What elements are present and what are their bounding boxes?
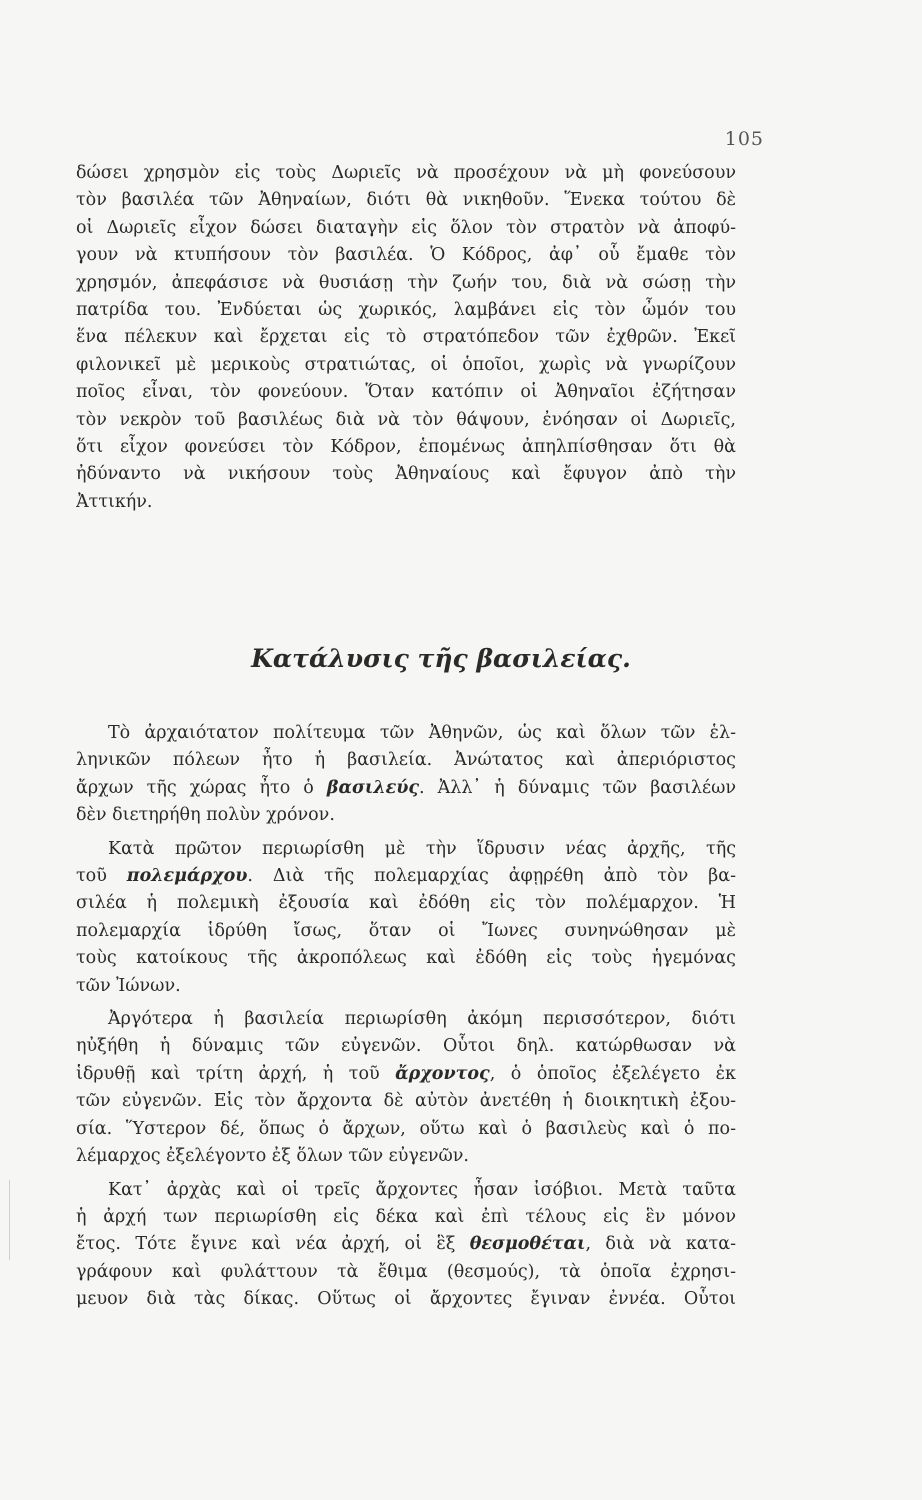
text-line: γουν νὰ κτυπήσουν τὸν βασιλέα. Ὁ Κόδρος, ἀφ᾽ οὗ ἔμαθε τὸν [76, 245, 736, 266]
text-line: Κατ᾽ ἀρχὰς καὶ οἱ τρεῖς ἄρχοντες ἦσαν ἰσόβιοι. Μετὰ ταῦτα [108, 1179, 736, 1200]
text-line: τὸν βασιλέα τῶν Ἀθηναίων, διότι θὰ νικηθοῦν. Ἕνεκα τούτου δὲ [76, 190, 736, 211]
text-line: Ἀργότερα ἡ βασιλεία περιωρίσθη ἀκόμη περισσότερον, διότι [108, 1009, 736, 1030]
text-line: ποῖος εἶναι, τὸν φονεύουν. Ὅταν κατόπιν οἱ Ἀθηναῖοι ἐζήτησαν [76, 382, 736, 403]
text-line: γράφουν καὶ φυλάττουν τὰ ἔθιμα (θεσμούς), τὰ ὁποῖα ἐχρησι- [76, 1261, 736, 1282]
text-line: ὅτι εἶχον φονεύσει τὸν Κόδρον, ἑπομένως ἀπηλπίσθησαν ὅτι θὰ [76, 437, 736, 458]
text-line: σία. Ὕστερον δέ, ὅπως ὁ ἄρχων, οὕτω καὶ ὁ βασιλεὺς καὶ ὁ πο- [76, 1118, 736, 1139]
text-line: φιλονικεῖ μὲ μερικοὺς στρατιώτας, οἱ ὁποῖοι, χωρὶς νὰ γνωρίζουν [76, 354, 736, 375]
paragraph-kodros [76, 160, 736, 516]
section-heading-text: Κατάλυσις τῆς βασιλείας. [251, 644, 631, 673]
paragraph-polemarch [76, 836, 736, 1000]
emphasized-term: ἄρχοντος [395, 1063, 490, 1084]
emphasized-term: πολεμάρχου [126, 866, 248, 887]
text-line: τὸν νεκρὸν τοῦ βασιλέως διὰ νὰ τὸν θάψουν, ἐνόησαν οἱ Δωριεῖς, [76, 409, 736, 430]
text-line: τῶν εὐγενῶν. Εἰς τὸν ἄρχοντα δὲ αὐτὸν ἀνετέθη ἡ διοικητικὴ ἐξου- [76, 1091, 736, 1112]
section-body [76, 720, 736, 1314]
text-line: σιλέα ἡ πολεμικὴ ἐξουσία καὶ ἐδόθη εἰς τὸν πολέμαρχον. Ἡ [76, 893, 736, 914]
text-line: πατρίδα του. Ἐνδύεται ὡς χωρικός, λαμβάνει εἰς τὸν ὦμόν του [76, 300, 736, 321]
text-line: δώσει χρησμὸν εἰς τοὺς Δωριεῖς νὰ προσέχουν νὰ μὴ φονεύσουν [76, 163, 736, 183]
text-line: Ἀττικήν. [76, 491, 153, 512]
text-line: ἡ ἀρχή των περιωρίσθη εἰς δέκα καὶ ἐπὶ τέλους εἰς ἓν μόνον [76, 1206, 736, 1227]
text-line: ἠδύναντο νὰ νικήσουν τοὺς Ἀθηναίους καὶ ἔφυγον ἀπὸ τὴν [76, 464, 736, 485]
paragraph-thesmothetai [76, 1177, 736, 1314]
scan-margin-mark [9, 1180, 10, 1260]
text-line: ληνικῶν πόλεων ἦτο ἡ βασιλεία. Ἀνώτατος καὶ ἀπεριόριστος [76, 750, 736, 771]
text-line: πολεμαρχία ἱδρύθη ἴσως, ὅταν οἱ Ἴωνες συνηνώθησαν μὲ [76, 920, 736, 941]
text-line: δὲν διετηρήθη πολὺν χρόνον. [76, 805, 335, 826]
text-line: οἱ Δωριεῖς εἶχον δώσει διαταγὴν εἰς ὅλον τὸν στρατὸν νὰ ἀποφύ- [76, 217, 736, 238]
paragraph-archon [76, 1006, 736, 1170]
text-line: τοὺς κατοίκους τῆς ἀκροπόλεως καὶ ἐδόθη εἰς τοὺς ἡγεμόνας [76, 948, 736, 969]
text-line: ἔτος. Τότε ἔγινε καὶ νέα ἀρχή, οἱ ἓξ θεσμοθέται, διὰ νὰ κατα- [76, 1234, 736, 1255]
text-line: Τὸ ἀρχαιότατον πολίτευμα τῶν Ἀθηνῶν, ὡς καὶ ὅλων τῶν ἑλ- [108, 723, 736, 743]
text-line: Κατὰ πρῶτον περιωρίσθη μὲ τὴν ἵδρυσιν νέας ἀρχῆς, τῆς [108, 838, 736, 859]
section-heading [0, 644, 922, 673]
text-line: μευον διὰ τὰς δίκας. Οὕτως οἱ ἄρχοντες ἔγιναν ἐννέα. Οὗτοι [76, 1289, 736, 1310]
text-line: ἱδρυθῇ καὶ τρίτη ἀρχή, ἡ τοῦ ἄρχοντος, ὁ ὁποῖος ἐξελέγετο ἐκ [76, 1063, 736, 1084]
text-line: ἕνα πέλεκυν καὶ ἔρχεται εἰς τὸ στρατόπεδον τῶν ἐχθρῶν. Ἐκεῖ [76, 327, 736, 348]
text-line: ηὐξήθη ἡ δύναμις τῶν εὐγενῶν. Οὗτοι δηλ. κατώρθωσαν νὰ [76, 1036, 736, 1057]
page-number: 105 [724, 128, 764, 150]
text-line: τοῦ πολεμάρχου. Διὰ τῆς πολεμαρχίας ἀφῃρέθη ἀπὸ τὸν βα- [76, 866, 736, 887]
text-line: τῶν Ἰώνων. [76, 975, 181, 996]
text-line: ἄρχων τῆς χώρας ἦτο ὁ βασιλεύς. Ἀλλ᾽ ἡ δύναμις τῶν βασιλέων [76, 777, 736, 798]
paragraph-monarchy [76, 720, 736, 830]
emphasized-term: θεσμοθέται [469, 1234, 586, 1255]
text-line: χρησμόν, ἀπεφάσισε νὰ θυσιάσῃ τὴν ζωήν του, διὰ νὰ σώσῃ τὴν [76, 272, 736, 293]
emphasized-term: βασιλεύς [326, 777, 420, 798]
text-line: λέμαρχος ἐξελέγοντο ἐξ ὅλων τῶν εὐγενῶν. [76, 1146, 469, 1167]
